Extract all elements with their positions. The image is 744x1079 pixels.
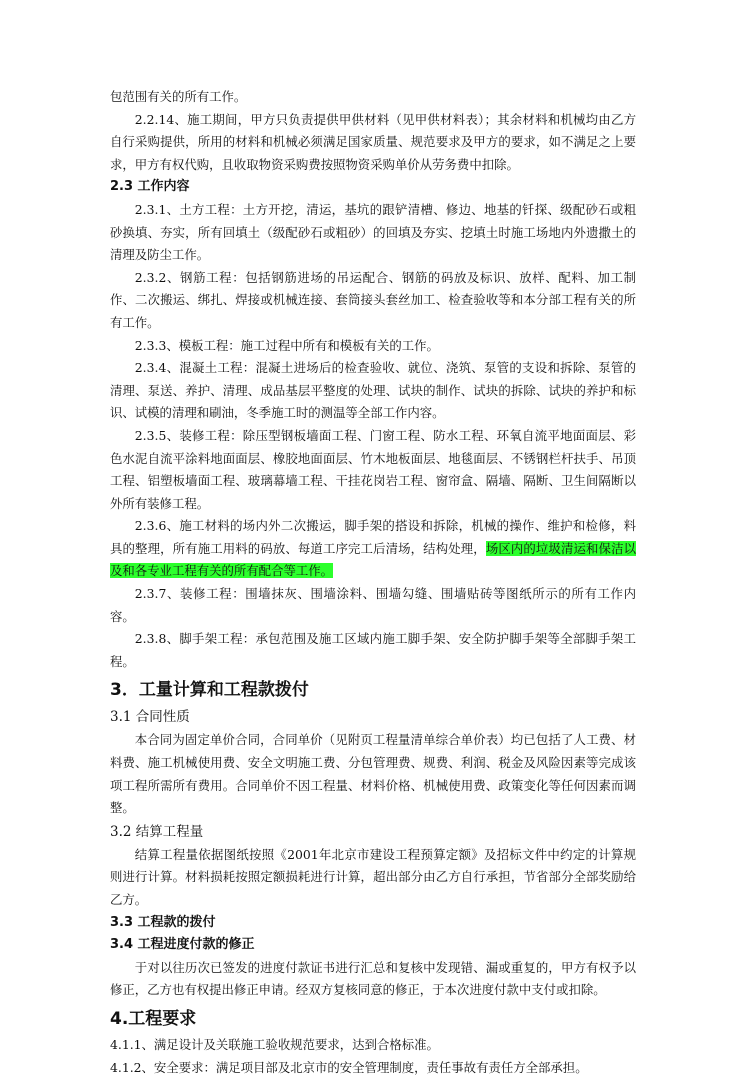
document-body	[110, 86, 636, 1079]
paragraph-2-3-6	[110, 515, 636, 583]
paragraph-4-1-2: 4.1.2、安全要求：满足项目部及北京市的安全管理制度，责任事故有责任方全部承担。	[110, 1059, 588, 1075]
paragraph-4-1-1: 4.1.1、满足设计及关联施工验收规范要求，达到合格标准。	[110, 1036, 439, 1052]
heading-3-1: 3.1 合同性质	[110, 709, 190, 726]
paragraph-2-3-6-text: 2.3.6、施工材料的场内外二次搬运，脚手架的搭设和拆除，机械的操作、维护和检修，料具的整理，所有施工用料的码放、每道工序完工后清场，结构处理，	[110, 518, 636, 556]
heading-3: 3．工量计算和工程款拨付	[110, 680, 309, 701]
paragraph-scope-end: 包范围有关的所有工作。	[110, 89, 247, 104]
paragraph-2-2-14: 2.2.14、施工期间，甲方只负责提供甲供材料（见甲供材料表）；其余材料和机械均由乙方自行采购提供，所用的材料和机械必须满足国家质量、规范要求及甲方的要求，如不满足之上要求，甲方有权代购，且收取物资采购费按照物资采购单价从劳务费中扣除。	[110, 111, 636, 172]
heading-3-3: 3.3 工程款的拨付	[110, 914, 216, 930]
highlighted-text: 场区内的垃圾清运和保洁以及和各专业工程有关的所有配合等工作。	[110, 540, 637, 579]
paragraph-3-4: 于对以往历次已签发的进度付款证书进行汇总和复核中发现错、漏或重复的，甲方有权予以修正，乙方也有权提出修正申请。经双方复核同意的修正，于本次进度付款中支付或扣除。	[110, 959, 636, 998]
paragraph-2-3-1: 2.3.1、土方工程：土方开挖，清运，基坑的跟铲清槽、修边、地基的钎探、级配砂石或粗砂换填、夯实，所有回填土（级配砂石或粗砂）的回填及夯实、挖填土时施工场地内外遗撒土的清理及防尘工作。	[110, 201, 636, 263]
paragraph-2-3-3: 2.3.3、模板工程：施工过程中所有和模板有关的工作。	[134, 337, 439, 353]
heading-4: 4.工程要求	[110, 1008, 197, 1029]
paragraph-3-2: 结算工程量依据图纸按照《2001年北京市建设工程预算定额》及招标文件中约定的计算规则进行计算。材料损耗按照定额损耗进行计算，超出部分由乙方自行承担，节省部分全部奖励给乙方。	[110, 846, 636, 907]
paragraph-2-3-2: 2.3.2、钢筋工程：包括钢筋进场的吊运配合、钢筋的码放及标识、放样、配料、加工制作、二次搬运、绑扎、焊接或机械连接、套筒接头套丝加工、检查验收等和本分部工程有关的所有工作。	[110, 269, 636, 330]
paragraph-2-3-4: 2.3.4、混凝土工程：混凝土进场后的检查验收、就位、浇筑、泵管的支设和拆除、泵管的清理、泵送、养护、清理、成品基层平整度的处理、试块的制作、试块的拆除、试块的养护和标识、试模的清理和刷油，冬季施工时的测温等全部工作内容。	[110, 360, 636, 421]
paragraph-2-3-8: 2.3.8、脚手架工程：承包范围及施工区域内施工脚手架、安全防护脚手架等全部脚手架工程。	[110, 631, 636, 669]
heading-3-2: 3.2 结算工程量	[110, 823, 204, 840]
heading-2-3: 2.3 工作内容	[110, 179, 190, 195]
paragraph-2-3-7: 2.3.7、装修工程：围墙抹灰、围墙涂料、围墙勾缝、围墙贴砖等图纸所示的所有工作内容。	[110, 586, 636, 624]
heading-3-4: 3.4 工程进度付款的修正	[110, 937, 255, 953]
paragraph-3-1: 本合同为固定单价合同，合同单价（见附页工程量清单综合单价表）均已包括了人工费、材料费、施工机械使用费、安全文明施工费、分包管理费、规费、利润、税金及风险因素等完成该项工程所需所有费用。合同单价不因工程量、材料价格、机械使用费、政策变化等任何因素而调整。	[110, 732, 636, 816]
paragraph-2-3-5: 2.3.5、装修工程：除压型钢板墙面工程、门窗工程、防水工程、环氧自流平地面面层、彩色水泥自流平涂料地面面层、橡胶地面面层、竹木地板面层、地毯面层、不锈钢栏杆扶手、吊顶工程、铝塑板墙面工程、玻璃幕墙工程、干挂花岗岩工程、窗帘盒、隔墙、隔断、卫生间隔断以外所有装修工程。	[110, 427, 636, 511]
